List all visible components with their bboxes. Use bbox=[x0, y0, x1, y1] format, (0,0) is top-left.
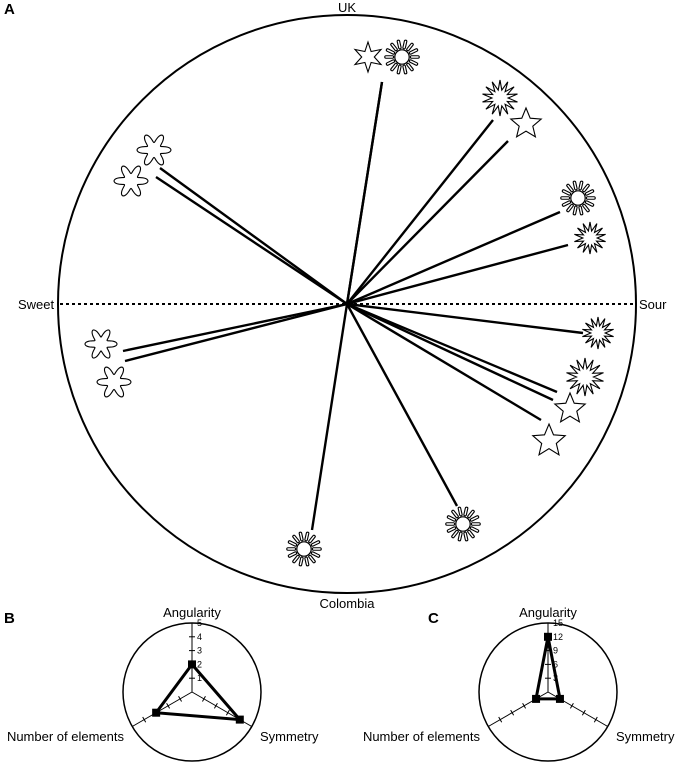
radar-tick-label: 6 bbox=[553, 659, 559, 670]
radar-tick bbox=[523, 703, 526, 708]
radar-tick-label: 12 bbox=[553, 631, 564, 642]
spiky-star-shape bbox=[567, 358, 604, 396]
label-sour: Sour bbox=[639, 297, 667, 312]
radar-tick bbox=[202, 696, 205, 701]
radar-tick-label: 5 bbox=[197, 618, 203, 628]
radar-spoke bbox=[132, 692, 192, 727]
radar-tick-label: 3 bbox=[553, 673, 559, 684]
ray-line bbox=[160, 168, 347, 304]
radar-tick bbox=[594, 717, 597, 722]
radar-chart-b bbox=[4, 605, 319, 761]
gear-shape bbox=[562, 182, 594, 213]
blob-shape bbox=[114, 166, 148, 196]
radar-tick bbox=[167, 703, 170, 708]
radar-tick bbox=[131, 724, 134, 729]
radar-data-point bbox=[188, 660, 196, 668]
ray-line bbox=[347, 82, 382, 304]
radar-tick bbox=[487, 724, 490, 729]
star-shape bbox=[533, 424, 565, 455]
ray-line bbox=[347, 304, 457, 506]
spiky-star-shape bbox=[483, 80, 518, 116]
ray-line bbox=[312, 304, 347, 530]
ray-line bbox=[347, 141, 508, 304]
radar-tick bbox=[499, 717, 502, 722]
radar-data-point bbox=[152, 709, 160, 717]
ray-line bbox=[347, 304, 553, 400]
radar-c-label-elements: Number of elements bbox=[362, 729, 480, 744]
radar-data-point bbox=[236, 716, 244, 724]
star-shape bbox=[511, 108, 541, 137]
radar-b-label-symmetry: Symmetry bbox=[260, 729, 319, 744]
radar-tick-label: 15 bbox=[553, 618, 564, 628]
panel-c-letter: C bbox=[428, 610, 439, 627]
blob-shape bbox=[85, 330, 117, 358]
ray-line bbox=[123, 304, 347, 351]
radar-tick-label: 4 bbox=[197, 631, 203, 642]
label-uk: UK bbox=[337, 0, 357, 15]
rays bbox=[123, 82, 583, 530]
blob-shape bbox=[97, 367, 131, 397]
ray-line bbox=[347, 304, 541, 420]
panel-a-letter: A bbox=[4, 1, 15, 18]
radar-tick bbox=[511, 710, 514, 715]
star-shape bbox=[355, 42, 381, 72]
radar-data-polygon bbox=[156, 664, 240, 719]
radar-tick bbox=[606, 724, 609, 729]
radar-c-label-angularity: Angularity bbox=[519, 605, 577, 620]
radar-b-label-elements: Number of elements bbox=[6, 729, 124, 744]
radar-tick bbox=[570, 703, 573, 708]
radar-tick bbox=[250, 724, 253, 729]
ray-line bbox=[156, 177, 347, 304]
radar-tick-label: 9 bbox=[553, 645, 559, 656]
ray-line bbox=[347, 245, 568, 304]
radar-data-point bbox=[556, 695, 564, 703]
spiky-star-shape bbox=[574, 222, 605, 254]
ray-line bbox=[125, 304, 347, 361]
blob-shape bbox=[137, 135, 171, 165]
radar-tick bbox=[143, 717, 146, 722]
radar-c-label-symmetry: Symmetry bbox=[616, 729, 675, 744]
radar-tick bbox=[582, 710, 585, 715]
label-sweet: Sweet bbox=[18, 297, 55, 312]
spiky-star-shape bbox=[582, 317, 613, 349]
gear-shape bbox=[386, 41, 418, 72]
radar-tick bbox=[214, 703, 217, 708]
radar-tick-label: 1 bbox=[197, 673, 203, 684]
ray-line bbox=[347, 212, 560, 304]
radar-tick bbox=[179, 696, 182, 701]
radar-tick-label: 2 bbox=[197, 659, 203, 670]
star-shape bbox=[555, 393, 585, 422]
ray-line bbox=[347, 120, 493, 304]
radar-data-point bbox=[544, 633, 552, 641]
panel-a bbox=[4, 0, 667, 611]
radar-b-label-angularity: Angularity bbox=[163, 605, 221, 620]
radar-chart-c bbox=[363, 605, 675, 761]
panel-b-letter: B bbox=[4, 610, 15, 627]
gear-shape bbox=[447, 508, 479, 539]
radar-data-point bbox=[532, 695, 540, 703]
radar-tick bbox=[226, 710, 229, 715]
label-colombia: Colombia bbox=[319, 596, 375, 611]
radar-tick-label: 3 bbox=[197, 645, 203, 656]
gear-shape bbox=[288, 533, 320, 564]
